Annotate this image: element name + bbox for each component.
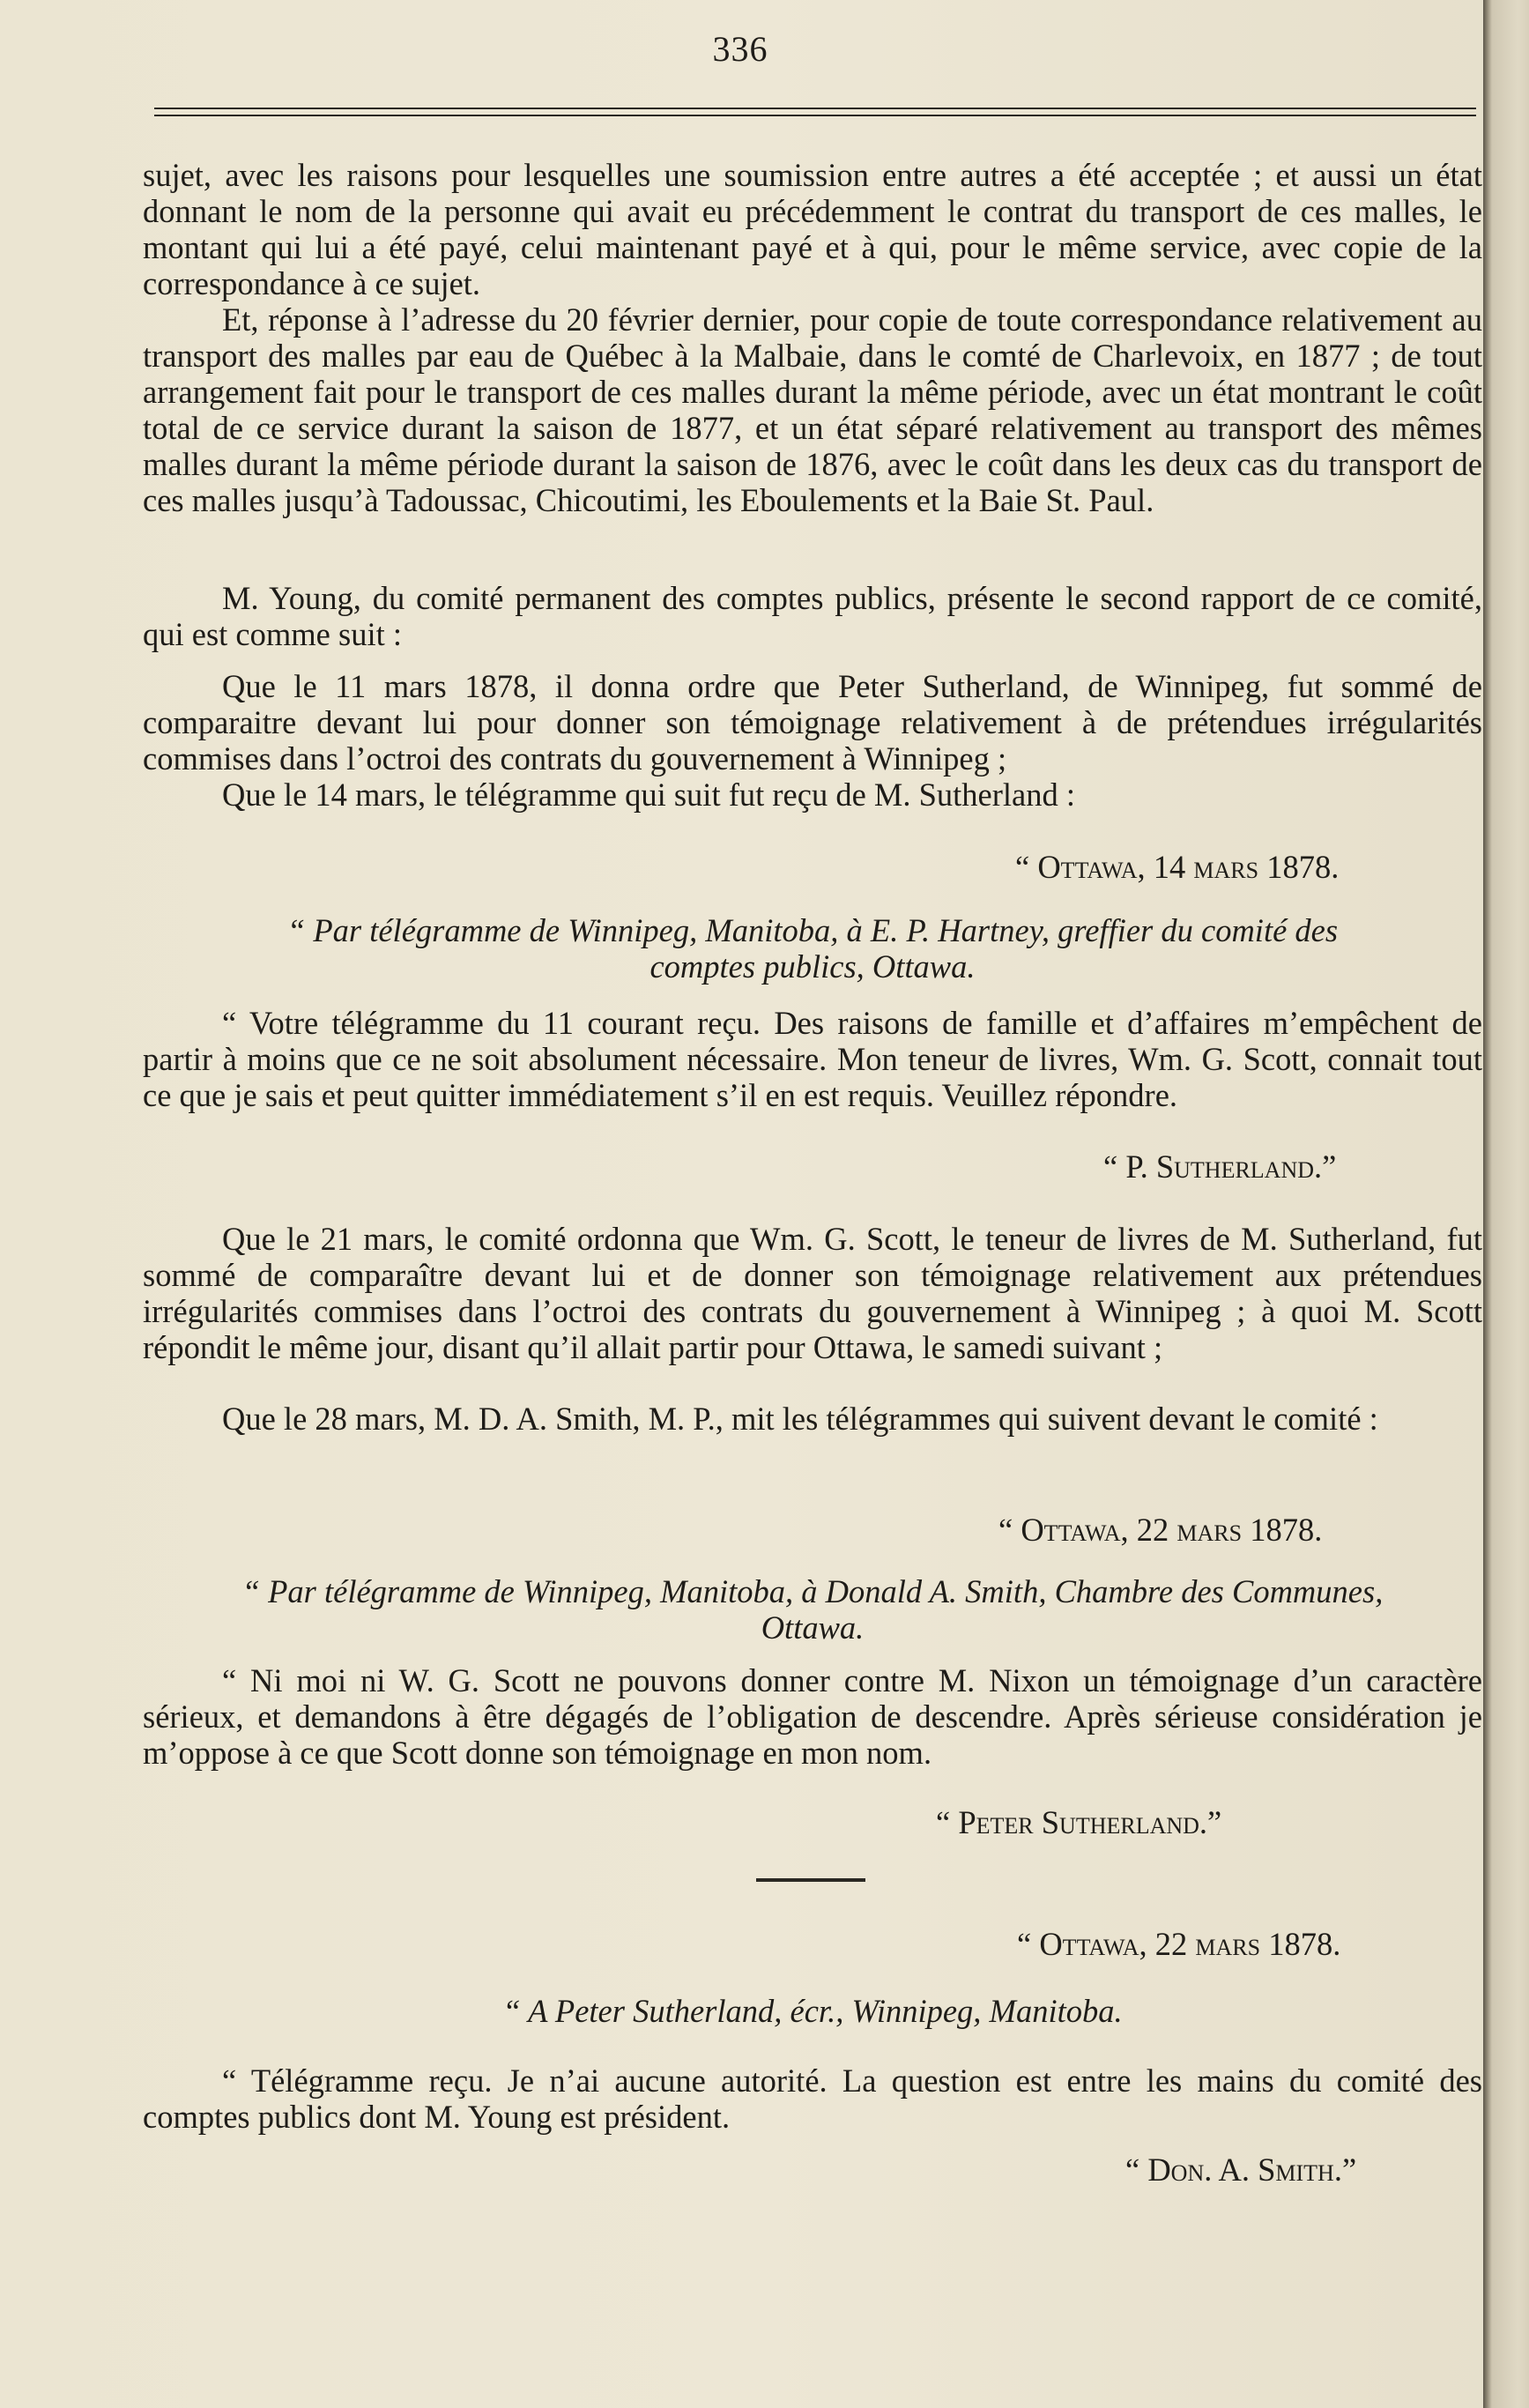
- paragraph-order-sutherland: Que le 11 mars 1878, il donna ordre que Peter Sutherland, de Winnipeg, fut sommé de comparaitre devant lui pour donner son témoignage relativement à de prétendues irrégularités commises dans l’octroi des contrats du gouvernement à Winnipeg ;: [143, 668, 1482, 777]
- dateline: “ Ottawa, 22 mars 1878.: [998, 1512, 1323, 1548]
- header-rule: [154, 108, 1476, 109]
- telegram-address-line: “ Par télégramme de Winnipeg, Manitoba, à Donald A. Smith, Chambre des Communes,: [241, 1573, 1384, 1609]
- telegram-body: “ Votre télégramme du 11 courant reçu. Des raisons de famille et d’affaires m’empêchent de partir à moins que ce ne soit absolument nécessaire. Mon teneur de livres, Wm. G. Scott, connait tout ce que je sais et peut quitter immédiatement s’il en est requis. Veuillez répondre.: [143, 1005, 1482, 1113]
- telegram-address-line: comptes publics, Ottawa.: [649, 948, 976, 985]
- telegram-signature: “ Peter Sutherland.”: [936, 1804, 1222, 1840]
- dateline: “ Ottawa, 22 mars 1878.: [1017, 1926, 1341, 1962]
- paragraph-smith-telegrams: Que le 28 mars, M. D. A. Smith, M. P., mit les télégrammes qui suivent devant le comité :: [222, 1401, 1378, 1437]
- telegram-address-line: Ottawa.: [761, 1609, 865, 1646]
- page-number: 336: [712, 29, 768, 69]
- paragraph-report-intro: M. Young, du comité permanent des comptes publics, présente le second rapport de ce comité, qui est comme suit :: [143, 580, 1482, 652]
- dateline: “ Ottawa, 14 mars 1878.: [1015, 849, 1340, 885]
- section-separator: [756, 1878, 865, 1882]
- book-binding-edge: [1483, 0, 1529, 2408]
- telegram-body: “ Télégramme reçu. Je n’ai aucune autorité. La question est entre les mains du comité des comptes publics dont M. Young est président.: [143, 2062, 1482, 2135]
- paragraph-continuation: sujet, avec les raisons pour lesquelles une soumission entre autres a été acceptée ; et aussi un état donnant le nom de la personne qui avait eu précédemment le contrat du transport de ces malles, le montant qui lui a été payé, celui maintenant payé et à qui, pour le même service, avec copie de la correspondance à ce sujet.: [143, 157, 1482, 301]
- telegram-signature: “ Don. A. Smith.”: [1125, 2152, 1357, 2188]
- paragraph-order-scott: Que le 21 mars, le comité ordonna que Wm. G. Scott, le teneur de livres de M. Sutherland, fut sommé de comparaître devant lui et de donner son témoignage relativement aux prétendues irrégularités commises dans l’octroi des contrats du gouvernement à Winnipeg ; à quoi M. Scott répondit le même jour, disant qu’il allait partir pour Ottawa, le samedi suivant ;: [143, 1221, 1482, 1365]
- telegram-signature: “ P. Sutherland.”: [1103, 1148, 1337, 1185]
- paragraph-telegram-received: Que le 14 mars, le télégramme qui suit fut reçu de M. Sutherland :: [222, 777, 1075, 813]
- header-rule-double: [154, 115, 1476, 116]
- telegram-address-line: “ A Peter Sutherland, écr., Winnipeg, Manitoba.: [502, 1993, 1123, 2029]
- telegram-body: “ Ni moi ni W. G. Scott ne pouvons donner contre M. Nixon un témoignage d’un caractère sérieux, et demandons à être dégagés de l’obligation de descendre. Après sérieuse considération je m’oppose à ce que Scott donne son témoignage en mon nom.: [143, 1662, 1482, 1771]
- telegram-address-line: “ Par télégramme de Winnipeg, Manitoba, à E. P. Hartney, greffier du comité des: [286, 912, 1339, 948]
- paragraph-address: Et, réponse à l’adresse du 20 février dernier, pour copie de toute correspondance relativement au transport des malles par eau de Québec à la Malbaie, dans le comté de Charlevoix, en 1877 ; de tout arrangement fait pour le transport de ces malles durant la même période, avec un état montrant le coût total de ce service durant la saison de 1877, et un état séparé relativement au transport des mêmes malles durant la même période durant la saison de 1876, avec le coût dans les deux cas du transport de ces malles jusqu’à Tadoussac, Chicoutimi, les Eboulements et la Baie St. Paul.: [143, 301, 1482, 518]
